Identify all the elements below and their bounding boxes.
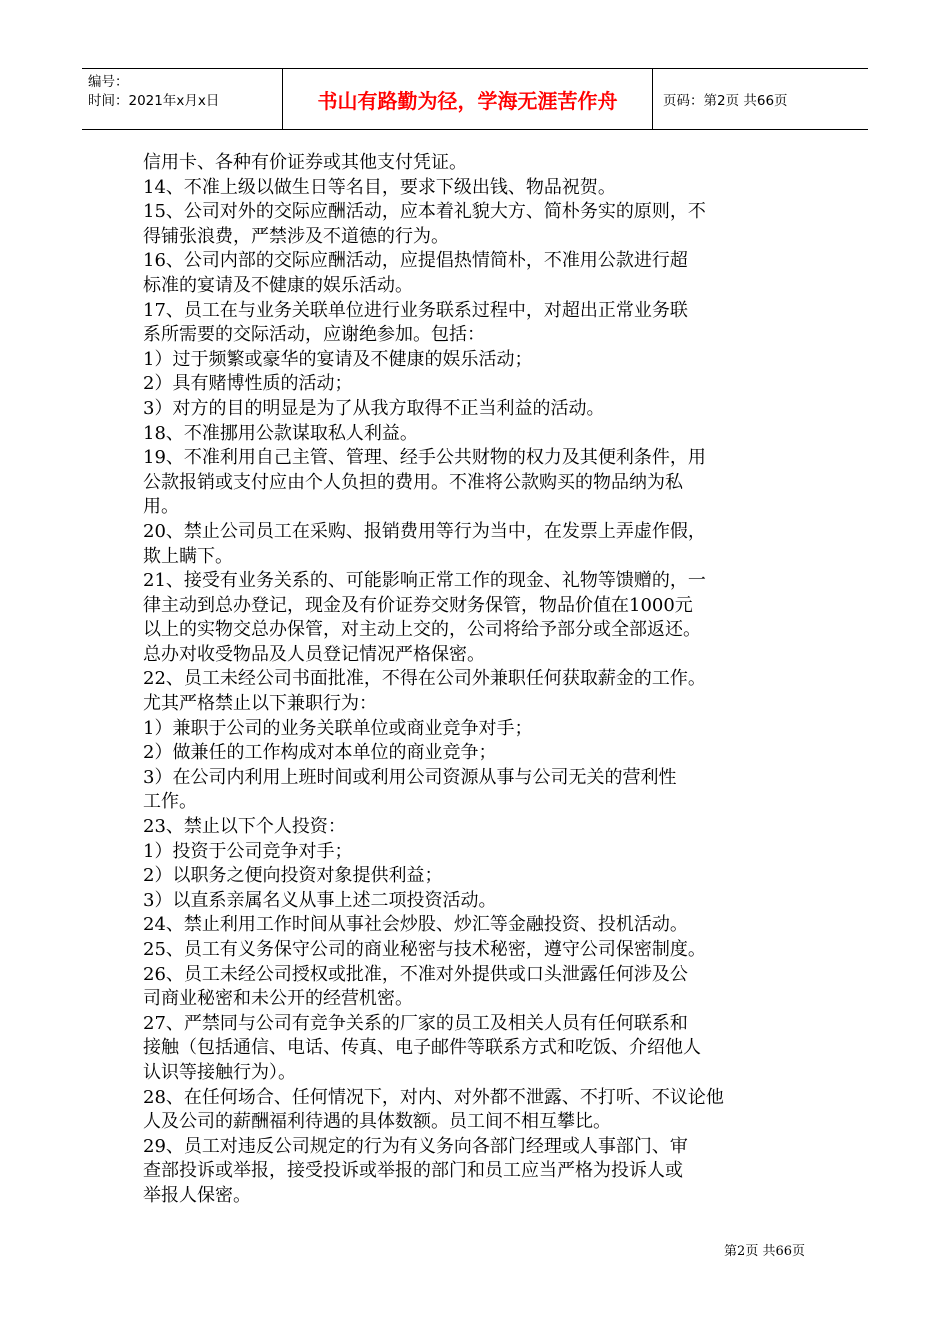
text-line: 24、禁止利用工作时间从事社会炒股、炒汇等金融投资、投机活动。: [143, 914, 688, 936]
text-line: 19、不准利用自己主管、管理、经手公共财物的权力及其便利条件，用: [143, 447, 706, 469]
serial-number-label: 编号：: [88, 74, 129, 90]
text-line: 总办对收受物品及人员登记情况严格保密。: [143, 643, 485, 665]
text-line: 尤其严格禁止以下兼职行为：: [143, 693, 377, 715]
text-line: 29、员工对违反公司规定的行为有义务向各部门经理或人事部门、审: [143, 1135, 688, 1157]
text-line: 1）投资于公司竞争对手；: [143, 840, 353, 862]
text-line: 用。: [143, 496, 179, 518]
text-line: 26、员工未经公司授权或批准，不准对外提供或口头泄露任何涉及公: [143, 963, 688, 985]
text-line: 律主动到总办登记，现金及有价证券交财务保管，物品价值在1000元: [143, 594, 693, 616]
text-line: 18、不准挪用公款谋取私人利益。: [143, 422, 418, 444]
text-line: 25、员工有义务保守公司的商业秘密与技术秘密，遵守公司保密制度。: [143, 939, 706, 960]
header-page-info: 页码：第2页 共66页: [663, 93, 788, 109]
text-line: 21、接受有业务关系的、可能影响正常工作的现金、礼物等馈赠的，一: [143, 570, 706, 592]
text-line: 查部投诉或举报，接受投诉或举报的部门和员工应当严格为投诉人或: [143, 1160, 683, 1182]
text-line: 28、在任何场合、任何情况下，对内、对外都不泄露、不打听、不议论他: [143, 1086, 724, 1108]
text-line: 20、禁止公司员工在采购、报销费用等行为当中，在发票上弄虚作假，: [143, 520, 706, 542]
text-line: 接触（包括通信、电话、传真、电子邮件等联系方式和吃饭、介绍他人: [143, 1037, 701, 1059]
text-line: 信用卡、各种有价证券或其他支付凭证。: [143, 152, 467, 173]
text-line: 1）过于频繁或豪华的宴请及不健康的娱乐活动；: [143, 348, 533, 370]
text-line: 3）以直系亲属名义从事上述二项投资活动。: [143, 889, 497, 911]
text-line: 标准的宴请及不健康的娱乐活动。: [143, 274, 413, 296]
text-line: 认识等接触行为）。: [143, 1061, 296, 1083]
text-line: 3）对方的目的明显是为了从我方取得不正当利益的活动。: [143, 397, 605, 419]
page-header: [82, 68, 868, 130]
text-line: 3）在公司内利用上班时间或利用公司资源从事与公司无关的营利性: [143, 766, 677, 788]
text-line: 2）做兼任的工作构成对本单位的商业竞争；: [143, 742, 497, 764]
text-line: 欺上瞒下。: [143, 545, 233, 567]
text-line: 16、公司内部的交际应酬活动，应提倡热情简朴，不准用公款进行超: [143, 250, 688, 272]
text-line: 22、员工未经公司书面批准，不得在公司外兼职任何获取薪金的工作。: [143, 668, 706, 690]
text-line: 公款报销或支付应由个人负担的费用。不准将公款购买的物品纳为私: [143, 471, 683, 493]
text-line: 1）兼职于公司的业务关联单位或商业竞争对手；: [143, 717, 533, 739]
text-line: 得铺张浪费，严禁涉及不道德的行为。: [143, 225, 449, 247]
page-footer: 第2页 共66页: [724, 1244, 805, 1259]
text-line: 27、严禁同与公司有竞争关系的厂家的员工及相关人员有任何联系和: [143, 1012, 688, 1034]
time-label: 时间：2021年x月x日: [88, 93, 220, 109]
text-line: 14、不准上级以做生日等名目，要求下级出钱、物品祝贺。: [143, 176, 616, 198]
header-meta-cell: [82, 69, 283, 129]
text-line: 以上的实物交总办保管，对主动上交的，公司将给予部分或全部返还。: [143, 619, 701, 641]
text-line: 17、员工在与业务关联单位进行业务联系过程中，对超出正常业务联: [143, 299, 688, 321]
text-line: 司商业秘密和未公开的经营机密。: [143, 988, 413, 1010]
text-line: 举报人保密。: [143, 1184, 251, 1206]
text-line: 2）具有赌博性质的活动；: [143, 373, 353, 395]
header-motto: 书山有路勤为径，学海无涯苦作舟: [283, 69, 653, 129]
text-line: 2）以职务之便向投资对象提供利益；: [143, 865, 443, 887]
text-line: 系所需要的交际活动，应谢绝参加。包括：: [143, 324, 485, 346]
text-line: 15、公司对外的交际应酬活动，应本着礼貌大方、简朴务实的原则，不: [143, 201, 706, 223]
text-line: 人及公司的薪酬福利待遇的具体数额。员工间不相互攀比。: [143, 1111, 611, 1133]
text-line: 工作。: [143, 791, 197, 813]
document-body: [143, 151, 823, 1209]
text-line: 23、禁止以下个人投资：: [143, 816, 346, 838]
